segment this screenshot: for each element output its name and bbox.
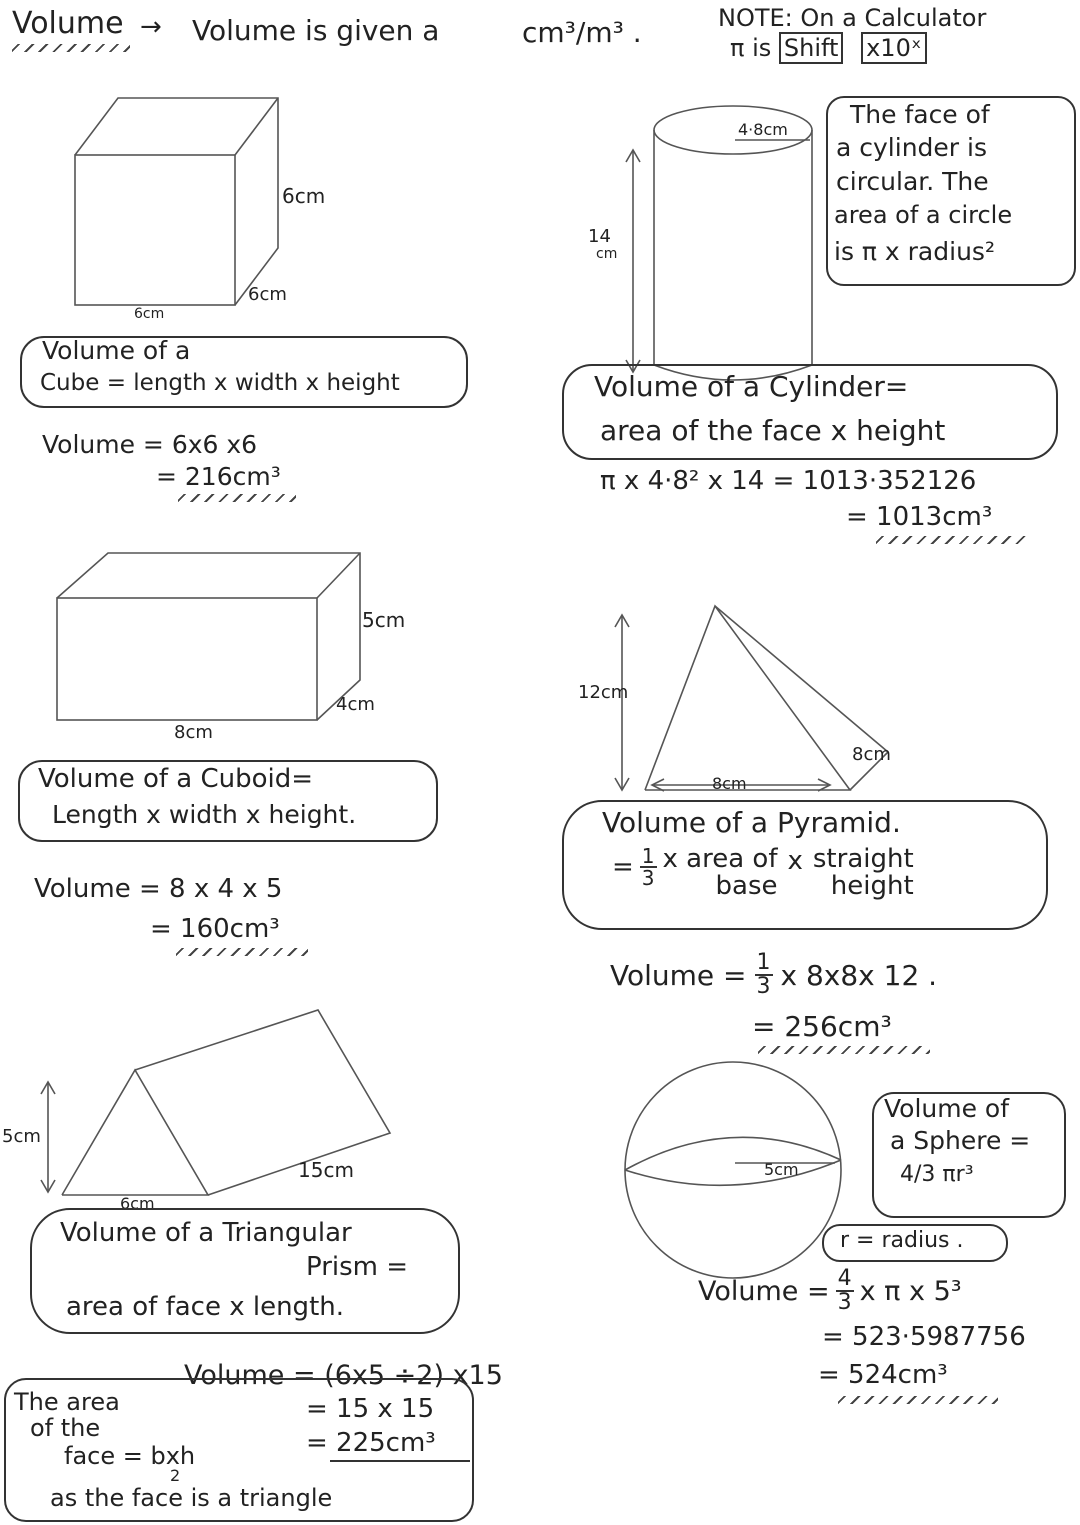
sphere-calc-fraction	[836, 1268, 854, 1314]
prism-note-line3: face = bxh	[64, 1442, 196, 1470]
sphere-calc-line2: = 523·5987756	[822, 1322, 1026, 1352]
cylinder-note-line2: a cylinder is	[836, 133, 987, 162]
prism-length-label: 15cm	[298, 1158, 354, 1182]
pyramid-formula-line1: Volume of a Pyramid.	[602, 806, 901, 839]
sphere-drawing	[625, 1062, 841, 1278]
cube-height-label: 6cm	[282, 184, 326, 208]
pyramid-calc-suffix: x 8x8x 12 .	[780, 958, 938, 992]
pyramid-drawing	[615, 606, 888, 791]
cuboid-width-label: 8cm	[174, 722, 213, 743]
pyramid-formula-area: x area of	[662, 844, 778, 874]
pyramid-calc-prefix: Volume =	[610, 958, 747, 992]
cylinder-radius-label: 4·8cm	[738, 120, 788, 139]
prism-formula-line2: Prism =	[306, 1252, 409, 1282]
sphere-calc-rest: x π x 5³	[859, 1275, 962, 1307]
cube-depth-label: 6cm	[248, 284, 287, 305]
cube-formula-line1: Volume of a	[42, 336, 191, 365]
sphere-radius-label: 5cm	[764, 1160, 799, 1179]
pyramid-calc-line1	[610, 952, 937, 998]
cube-drawing	[75, 98, 278, 305]
cuboid-height-label: 5cm	[362, 608, 406, 632]
cuboid-formula-line2: Length x width x height.	[52, 800, 357, 829]
calculator-note-pi: π is	[730, 34, 772, 62]
prism-note-line2: of the	[30, 1414, 101, 1442]
calculator-note-line1: NOTE: On a Calculator	[718, 4, 987, 32]
pyramid-fraction-numerator: 1	[641, 844, 655, 868]
cylinder-formula-line1: Volume of a Cylinder=	[594, 370, 909, 403]
pyramid-calc-third	[755, 952, 773, 998]
pyramid-depth-label: 8cm	[852, 744, 891, 765]
prism-note-fraction-denominator: 2	[170, 1466, 181, 1485]
pyramid-formula-base: base	[715, 871, 778, 902]
sphere-note-line2: a Sphere =	[890, 1126, 1031, 1155]
cylinder-height-label-unit: cm	[596, 246, 618, 262]
cylinder-note-line5: is π x radius²	[834, 237, 995, 266]
cube-answer-underline	[178, 494, 296, 502]
prism-formula-line1: Volume of a Triangular	[60, 1218, 352, 1248]
cube-calc-line2: = 216cm³	[156, 462, 281, 491]
pyramid-calc-fraction-denominator: 3	[756, 974, 771, 999]
sphere-calc-prefix: Volume =	[698, 1275, 830, 1307]
pyramid-formula-times: x	[787, 846, 803, 876]
cylinder-answer-underline	[876, 536, 1028, 544]
cube-width-label: 6cm	[134, 306, 165, 322]
cuboid-depth-label: 4cm	[336, 694, 375, 715]
sphere-calc-line3: = 524cm³	[818, 1360, 948, 1390]
cylinder-calc-line2: = 1013cm³	[846, 502, 993, 532]
header-arrow: →	[140, 12, 162, 42]
cuboid-drawing	[57, 553, 360, 720]
cylinder-drawing	[626, 106, 812, 380]
cuboid-answer-underline	[176, 948, 308, 956]
prism-formula-line3: area of face x length.	[66, 1292, 345, 1322]
pyramid-calc-fraction-numerator: 1	[756, 950, 771, 975]
prism-calc-line2: = 15 x 15	[306, 1394, 435, 1424]
pyramid-formula-height-group	[813, 846, 914, 901]
pyramid-formula-equals: =	[612, 852, 634, 882]
prism-note-line1: The area	[14, 1388, 120, 1416]
prism-width-label: 6cm	[120, 1194, 155, 1213]
cuboid-calc-line2: = 160cm³	[150, 914, 280, 944]
cuboid-formula-line1: Volume of a Cuboid=	[38, 764, 314, 794]
sphere-note-line1: Volume of	[884, 1094, 1010, 1123]
pyramid-calc-line2: = 256cm³	[752, 1010, 892, 1043]
header-units: cm³/m³ .	[522, 16, 642, 49]
pyramid-height-label: 12cm	[578, 682, 629, 703]
cube-formula-line2: Cube = length x width x height	[40, 370, 400, 396]
sphere-answer-underline	[838, 1396, 998, 1404]
pyramid-formula-line2	[612, 846, 914, 901]
pyramid-answer-underline	[758, 1046, 930, 1054]
pyramid-formula-height: height	[830, 871, 914, 902]
cylinder-height-label-num: 14	[588, 226, 611, 247]
prism-height-label: 5cm	[2, 1126, 41, 1147]
header-title: Volume	[12, 6, 124, 41]
cylinder-note-line3: circular. The	[836, 167, 989, 196]
sphere-calc-line1	[698, 1268, 962, 1314]
sphere-radius-note: r = radius .	[840, 1228, 964, 1253]
cylinder-calc-line1: π x 4·8² x 14 = 1013·352126	[600, 466, 977, 496]
prism-note-line4: as the face is a triangle	[50, 1484, 333, 1512]
shift-key-label: Shift	[779, 32, 844, 64]
sphere-calc-fraction-numerator: 4	[837, 1266, 852, 1291]
pyramid-formula-straight: straight	[812, 844, 914, 874]
pyramid-formula-area-group	[663, 846, 778, 901]
pyramid-fraction-denominator: 3	[641, 866, 655, 890]
sphere-calc-fraction-denominator: 3	[837, 1290, 852, 1315]
prism-calc-line1: Volume = (6x5 ÷2) x15	[184, 1360, 503, 1391]
cube-calc-line1: Volume = 6x6 x6	[42, 430, 258, 459]
sphere-note-formula: 4/3 πr³	[900, 1162, 974, 1187]
cylinder-formula-line2: area of the face x height	[600, 414, 946, 447]
x10-key-label: x10ˣ	[861, 32, 926, 64]
pyramid-base-label: 8cm	[712, 774, 747, 793]
prism-calc-line3: = 225cm³	[306, 1428, 436, 1458]
header-text: Volume is given a	[192, 14, 440, 47]
cylinder-note-line4: area of a circle	[834, 201, 1013, 229]
pyramid-formula-third	[640, 846, 657, 888]
cuboid-calc-line1: Volume = 8 x 4 x 5	[34, 874, 283, 904]
cylinder-note-line1: The face of	[850, 100, 990, 129]
